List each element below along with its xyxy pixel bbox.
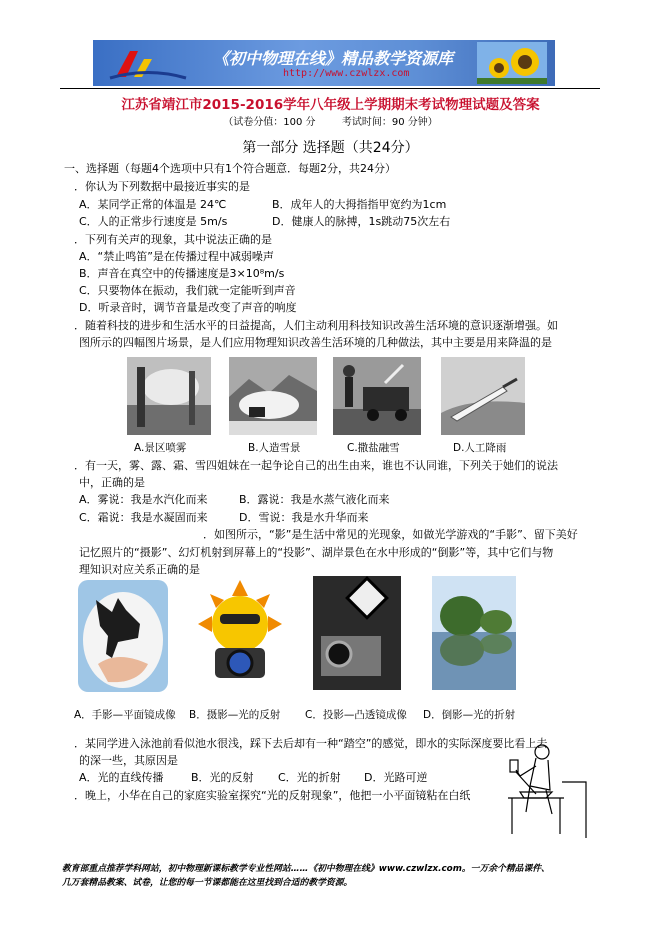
site-logo-icon xyxy=(108,45,188,81)
header-rule xyxy=(60,88,600,89)
q3-caption-b: B.人造雪景 xyxy=(248,442,301,454)
q2-stem: ．下列有关声的现象，其中说法正确的是 xyxy=(74,233,272,246)
q6-option-a: A．光的直线传播 xyxy=(79,771,164,784)
q5-stem-line1: ．如图所示，“影”是生活中常见的光现象，如做光学游戏的“手影”、留下美好 xyxy=(203,528,578,541)
footer-line-2: 几万套精品教案、试卷，让您的每一节课都能在这里找到合适的教学资源。 xyxy=(62,878,353,888)
q1-stem: ．你认为下列数据中最接近事实的是 xyxy=(74,180,250,193)
q3-caption-c: C.撒盐融雪 xyxy=(347,442,400,454)
q4-option-b: B．露说：我是水蒸气液化而来 xyxy=(239,493,390,506)
slide-projector-image xyxy=(313,576,401,690)
student-experiment-sketch xyxy=(506,742,588,840)
q4-stem-line1: ．有一天，雾、露、霜、雪四姐妹在一起争论自己的出生由来，谁也不认同谁，下列关于她们的说法 xyxy=(74,459,558,472)
q2-option-d: D．听录音时，调节音量是改变了声音的响度 xyxy=(79,301,297,314)
q6-option-b: B．光的反射 xyxy=(191,771,254,784)
banner-url[interactable]: http://www.czwlzx.com xyxy=(283,68,410,79)
footer-line-1: 教育部重点推荐学科网站，初中物理新课标教学专业性网站……《初中物理在线》www.czwlzx.com。一万余个精品课件、 xyxy=(62,864,550,874)
sunflower-icon xyxy=(477,42,547,84)
q6-stem-line2: 的深一些，其原因是 xyxy=(79,754,178,767)
q2-option-b: B．声音在真空中的传播速度是3×10⁸m/s xyxy=(79,267,285,280)
q1-option-d: D．健康人的脉搏，1s跳动75次左右 xyxy=(272,215,451,228)
q5-stem-line2: 记忆照片的“摄影”、幻灯机射到屏幕上的“投影”、湖岸景色在水中形成的“倒影”等，其中它们与物 xyxy=(79,546,554,559)
q4-option-c: C．霜说：我是水凝固而来 xyxy=(79,511,208,524)
q3-stem-line1: ．随着科技的进步和生活水平的日益提高，人们主动利用科技知识改善生活环境的意识逐渐增强。如 xyxy=(74,319,558,332)
artificial-rain-image xyxy=(441,357,525,435)
q4-stem-line2: 中，正确的是 xyxy=(79,476,145,489)
q6-option-d: D．光路可逆 xyxy=(364,771,428,784)
footer-note xyxy=(62,862,602,890)
q3-caption-d: D.人工降雨 xyxy=(453,442,507,454)
q5-option-d: D．倒影—光的折射 xyxy=(423,709,516,721)
q3-stem-line2: 图所示的四幅图片场景，是人们应用物理知识改善生活环境的几种做法，其中主要是用来降温的是 xyxy=(79,336,552,349)
q1-option-a: A．某同学正常的体温是 24℃ xyxy=(79,198,227,211)
exam-score: （试卷分值：100 分 xyxy=(223,117,316,128)
q6-stem-line1: ．某同学进入泳池前看似池水很浅，踩下去后却有一种“踏空”的感觉，即水的实际深度要比看上去 xyxy=(74,737,548,750)
q1-option-b: B．成年人的大拇指指甲宽约为1cm xyxy=(272,198,447,211)
q5-option-c: C．投影—凸透镜成像 xyxy=(305,709,407,721)
salt-snow-melting-image xyxy=(333,357,421,435)
q2-option-a: A．“禁止鸣笛”是在传播过程中减弱噪声 xyxy=(79,250,274,263)
q5-option-b: B．摄影—光的反射 xyxy=(189,709,281,721)
q4-option-a: A．雾说：我是水汽化而来 xyxy=(79,493,208,506)
q5-option-a: A．手影—平面镜成像 xyxy=(74,709,176,721)
hand-shadow-image xyxy=(78,580,168,692)
spray-scenic-image xyxy=(127,357,211,435)
exam-time: 考试时间：90 分钟） xyxy=(341,117,438,128)
q3-caption-a: A.景区喷雾 xyxy=(134,442,187,454)
artificial-snow-image xyxy=(229,357,317,435)
q5-stem-line3: 理知识对应关系正确的是 xyxy=(79,563,200,576)
sun-camera-image xyxy=(197,578,283,690)
header-banner xyxy=(93,40,555,86)
q1-option-c: C．人的正常步行速度是 5m/s xyxy=(79,215,228,228)
document-title: 江苏省靖江市2015-2016学年八年级上学期期末考试物理试题及答案 xyxy=(121,97,540,113)
instructions: 一、选择题（每题4个选项中只有1个符合题意．每题2分，共24分） xyxy=(64,162,396,175)
section-heading: 第一部分 选择题（共24分） xyxy=(242,140,419,156)
q6-option-c: C．光的折射 xyxy=(278,771,341,784)
q7-stem: ．晚上，小华在自己的家庭实验室探究“光的反射现象”，他把一小平面镜粘在白纸 xyxy=(74,789,471,802)
q2-option-c: C．只要物体在振动，我们就一定能听到声音 xyxy=(79,284,296,297)
q4-option-d: D．雪说：我是水升华而来 xyxy=(239,511,369,524)
exam-meta xyxy=(0,113,661,128)
lake-reflection-image xyxy=(432,576,516,690)
banner-title: 《初中物理在线》精品教学资源库 xyxy=(213,49,454,68)
